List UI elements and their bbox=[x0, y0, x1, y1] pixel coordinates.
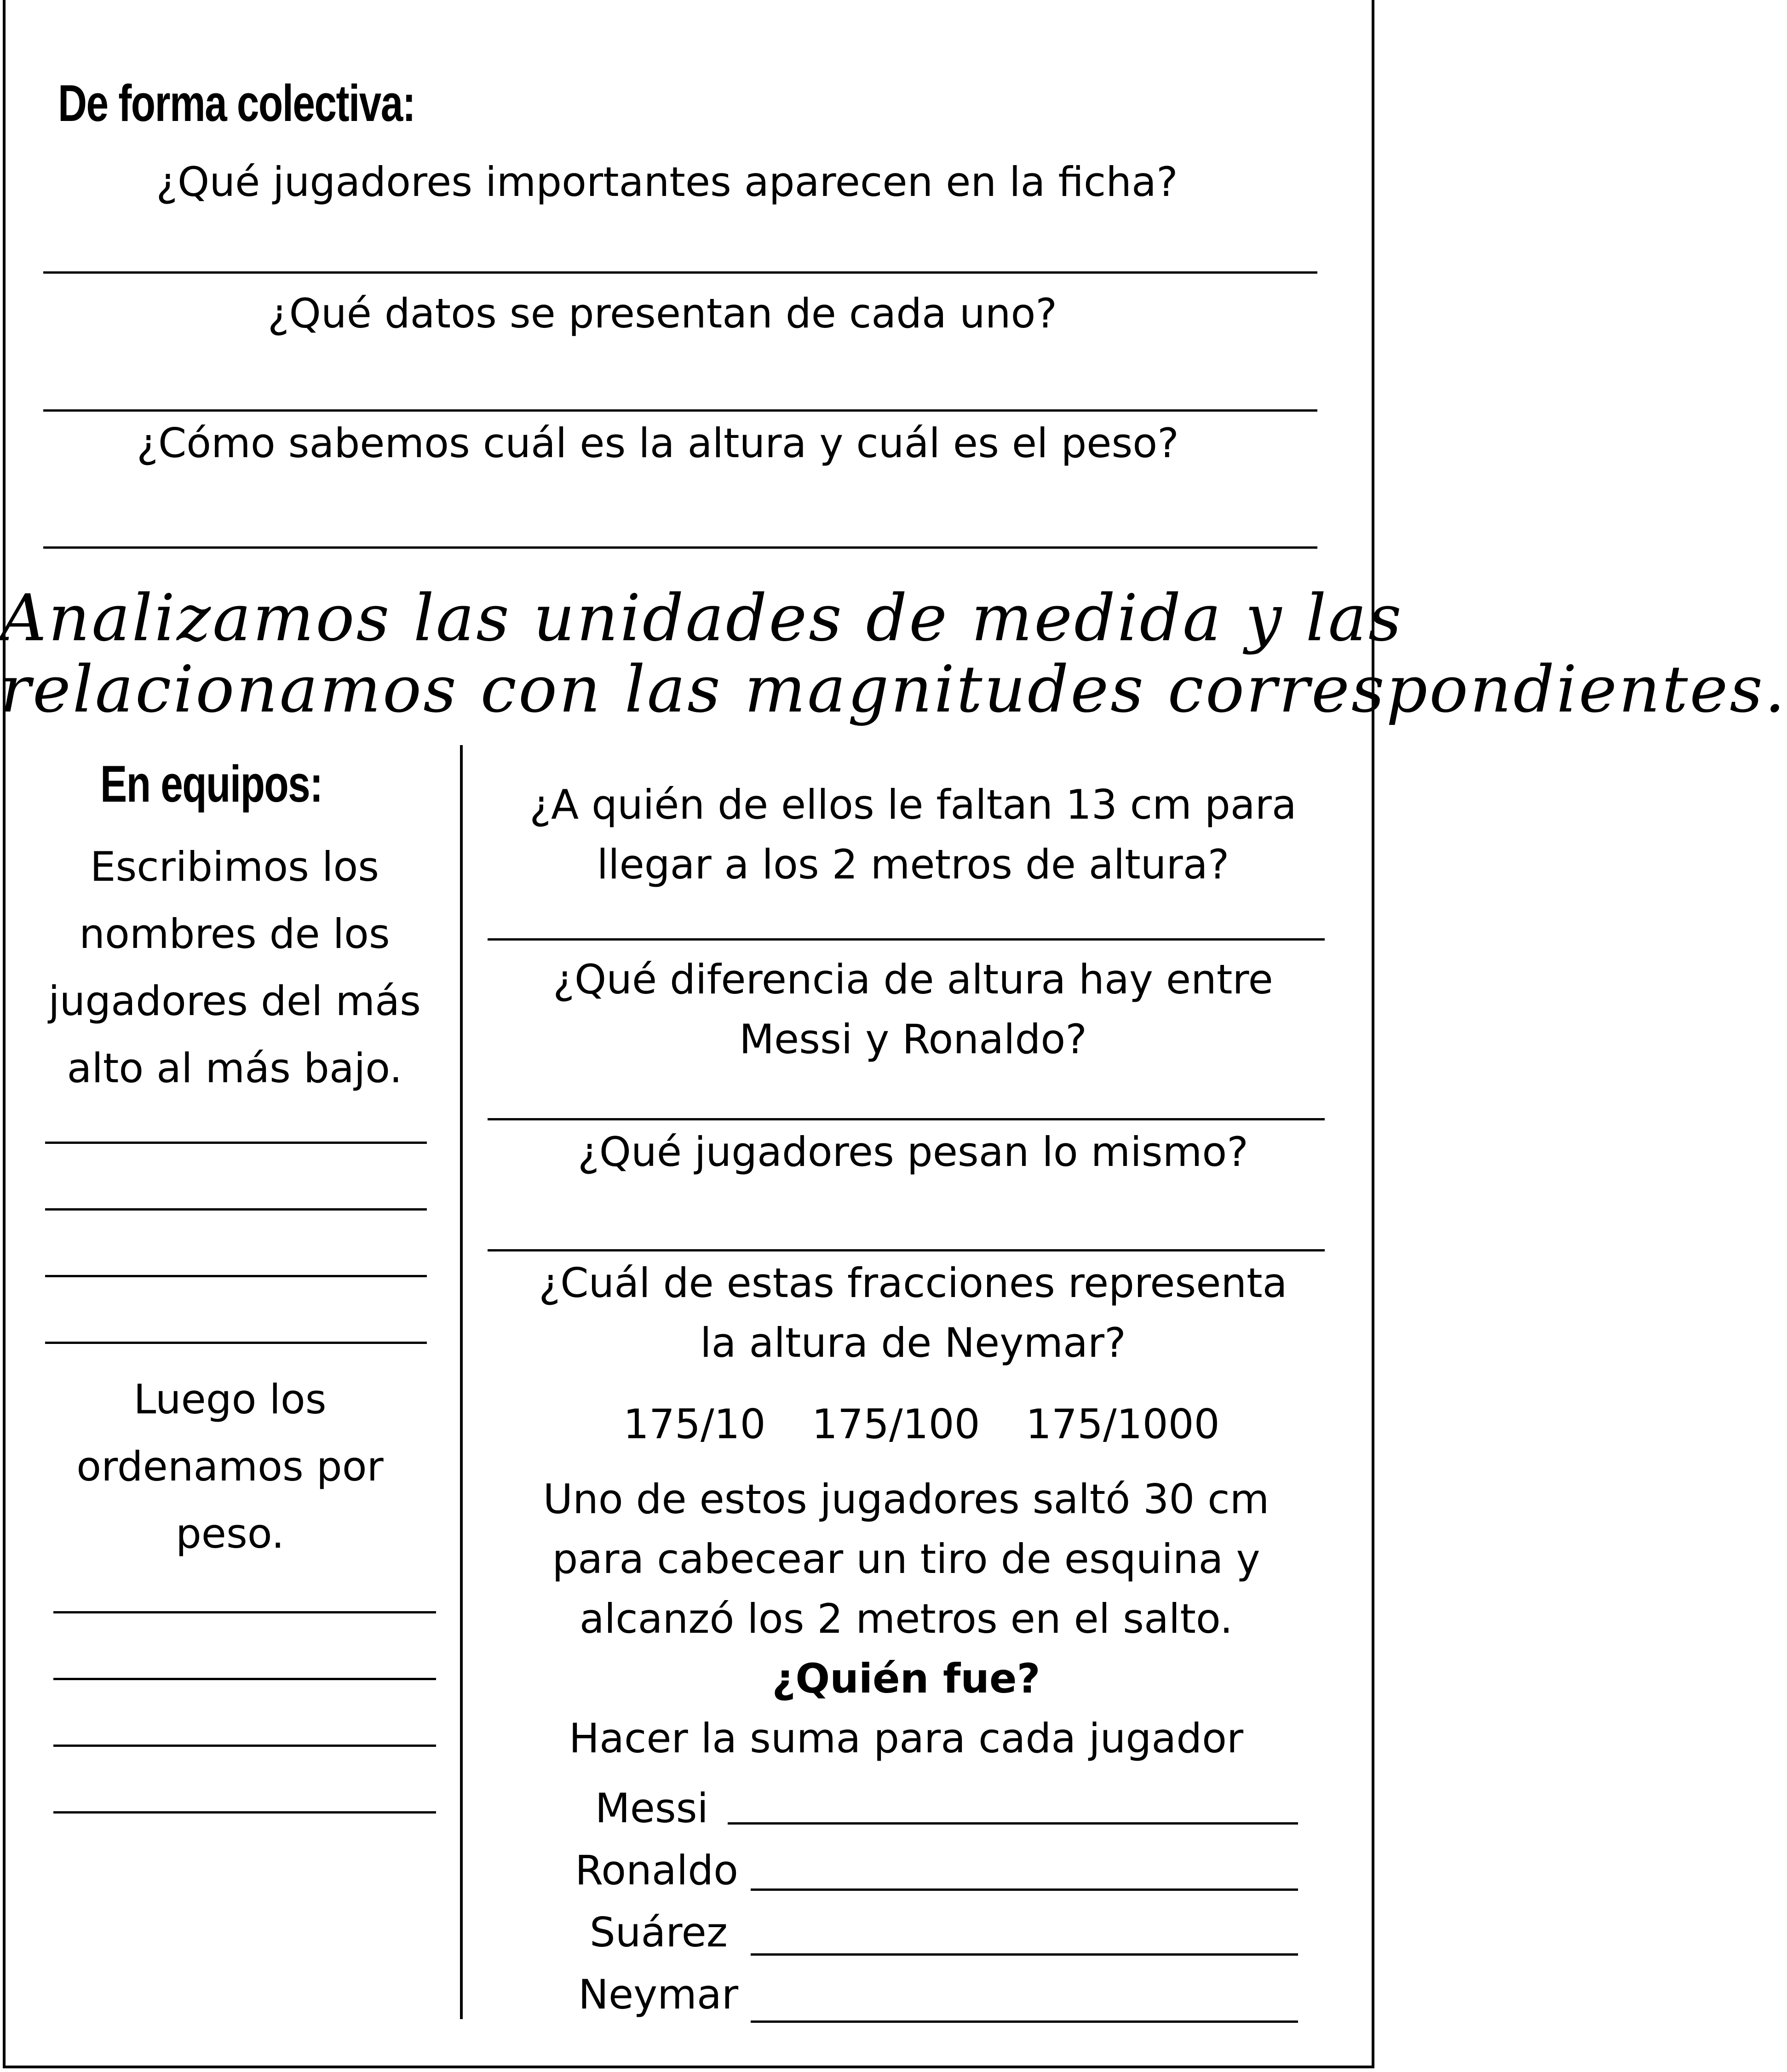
question-13cm-line: llegar a los 2 metros de altura? bbox=[597, 841, 1230, 888]
question-jump-line: para cabecear un tiro de esquina y bbox=[552, 1535, 1260, 1583]
fraction-option[interactable]: 175/1000 bbox=[1026, 1400, 1220, 1448]
question-13cm bbox=[474, 775, 1352, 895]
height-instruction bbox=[18, 833, 451, 1102]
question-fractions bbox=[474, 1253, 1352, 1373]
collective-question-2: ¿Qué datos se presentan de cada uno? bbox=[267, 290, 1057, 337]
question-jump bbox=[474, 1469, 1339, 1768]
height-answer-line-1[interactable] bbox=[45, 1142, 427, 1144]
question-height-difference-line: Messi y Ronaldo? bbox=[739, 1016, 1087, 1063]
player-label-suarez: Suárez bbox=[589, 1909, 728, 1956]
answer-line-collective-2[interactable] bbox=[43, 409, 1317, 412]
answer-line-collective-1[interactable] bbox=[43, 271, 1317, 274]
weight-instruction-line: Luego los bbox=[133, 1376, 327, 1423]
collective-heading: De forma colectiva: bbox=[58, 75, 415, 132]
player-label-neymar: Neymar bbox=[578, 1971, 738, 2018]
answer-line-13cm[interactable] bbox=[488, 938, 1325, 941]
question-height-difference bbox=[474, 950, 1352, 1069]
question-height-difference-line: ¿Qué diferencia de altura hay entre bbox=[553, 956, 1273, 1003]
column-divider bbox=[460, 745, 463, 2019]
weight-answer-line-3[interactable] bbox=[53, 1745, 436, 1747]
question-same-weight: ¿Qué jugadores pesan lo mismo? bbox=[578, 1128, 1248, 1176]
script-title-line-1: Analizamos las unidades de medida y las bbox=[0, 581, 1403, 656]
height-answer-line-4[interactable] bbox=[45, 1342, 427, 1344]
player-label-ronaldo: Ronaldo bbox=[575, 1847, 738, 1894]
height-instruction-line: nombres de los bbox=[79, 910, 390, 958]
question-fractions-line: ¿Cuál de estas fracciones representa bbox=[539, 1259, 1287, 1307]
height-instruction-line: jugadores del más bbox=[48, 977, 421, 1025]
question-fractions-line: la altura de Neymar? bbox=[700, 1319, 1126, 1366]
teams-heading: En equipos: bbox=[100, 755, 322, 813]
question-13cm-line: ¿A quién de ellos le faltan 13 cm para bbox=[529, 781, 1297, 828]
player-label-messi: Messi bbox=[595, 1785, 708, 1832]
fraction-option[interactable]: 175/10 bbox=[623, 1400, 766, 1448]
question-jump-line: alcanzó los 2 metros en el salto. bbox=[579, 1595, 1233, 1642]
answer-line-collective-3[interactable] bbox=[43, 546, 1317, 549]
height-instruction-line: Escribimos los bbox=[90, 843, 379, 890]
height-instruction-line: alto al más bajo. bbox=[67, 1045, 402, 1092]
sum-instruction: Hacer la suma para cada jugador bbox=[569, 1715, 1244, 1762]
answer-line-messi[interactable] bbox=[728, 1822, 1298, 1825]
question-jump-line: Uno de estos jugadores saltó 30 cm bbox=[543, 1475, 1270, 1523]
collective-question-1: ¿Qué jugadores importantes aparecen en la ficha? bbox=[156, 158, 1178, 206]
weight-answer-line-1[interactable] bbox=[53, 1611, 436, 1613]
weight-instruction bbox=[18, 1366, 442, 1567]
height-answer-line-2[interactable] bbox=[45, 1208, 427, 1211]
collective-question-3: ¿Cómo sabemos cuál es la altura y cuál es el peso? bbox=[137, 419, 1179, 467]
answer-line-same-weight[interactable] bbox=[488, 1249, 1325, 1251]
weight-instruction-line: ordenamos por bbox=[76, 1443, 384, 1490]
script-title-line-2: relacionamos con las magnitudes correspondientes. bbox=[0, 652, 1787, 727]
height-answer-line-3[interactable] bbox=[45, 1275, 427, 1277]
answer-line-ronaldo[interactable] bbox=[751, 1888, 1298, 1891]
weight-instruction-line: peso. bbox=[175, 1510, 285, 1557]
question-jump-who: ¿Quién fue? bbox=[772, 1655, 1040, 1702]
fraction-option[interactable]: 175/100 bbox=[812, 1400, 980, 1448]
answer-line-neymar[interactable] bbox=[751, 2020, 1298, 2023]
weight-answer-line-4[interactable] bbox=[53, 1811, 436, 1814]
weight-answer-line-2[interactable] bbox=[53, 1678, 436, 1680]
answer-line-height-difference[interactable] bbox=[488, 1118, 1325, 1120]
answer-line-suarez[interactable] bbox=[751, 1953, 1298, 1956]
